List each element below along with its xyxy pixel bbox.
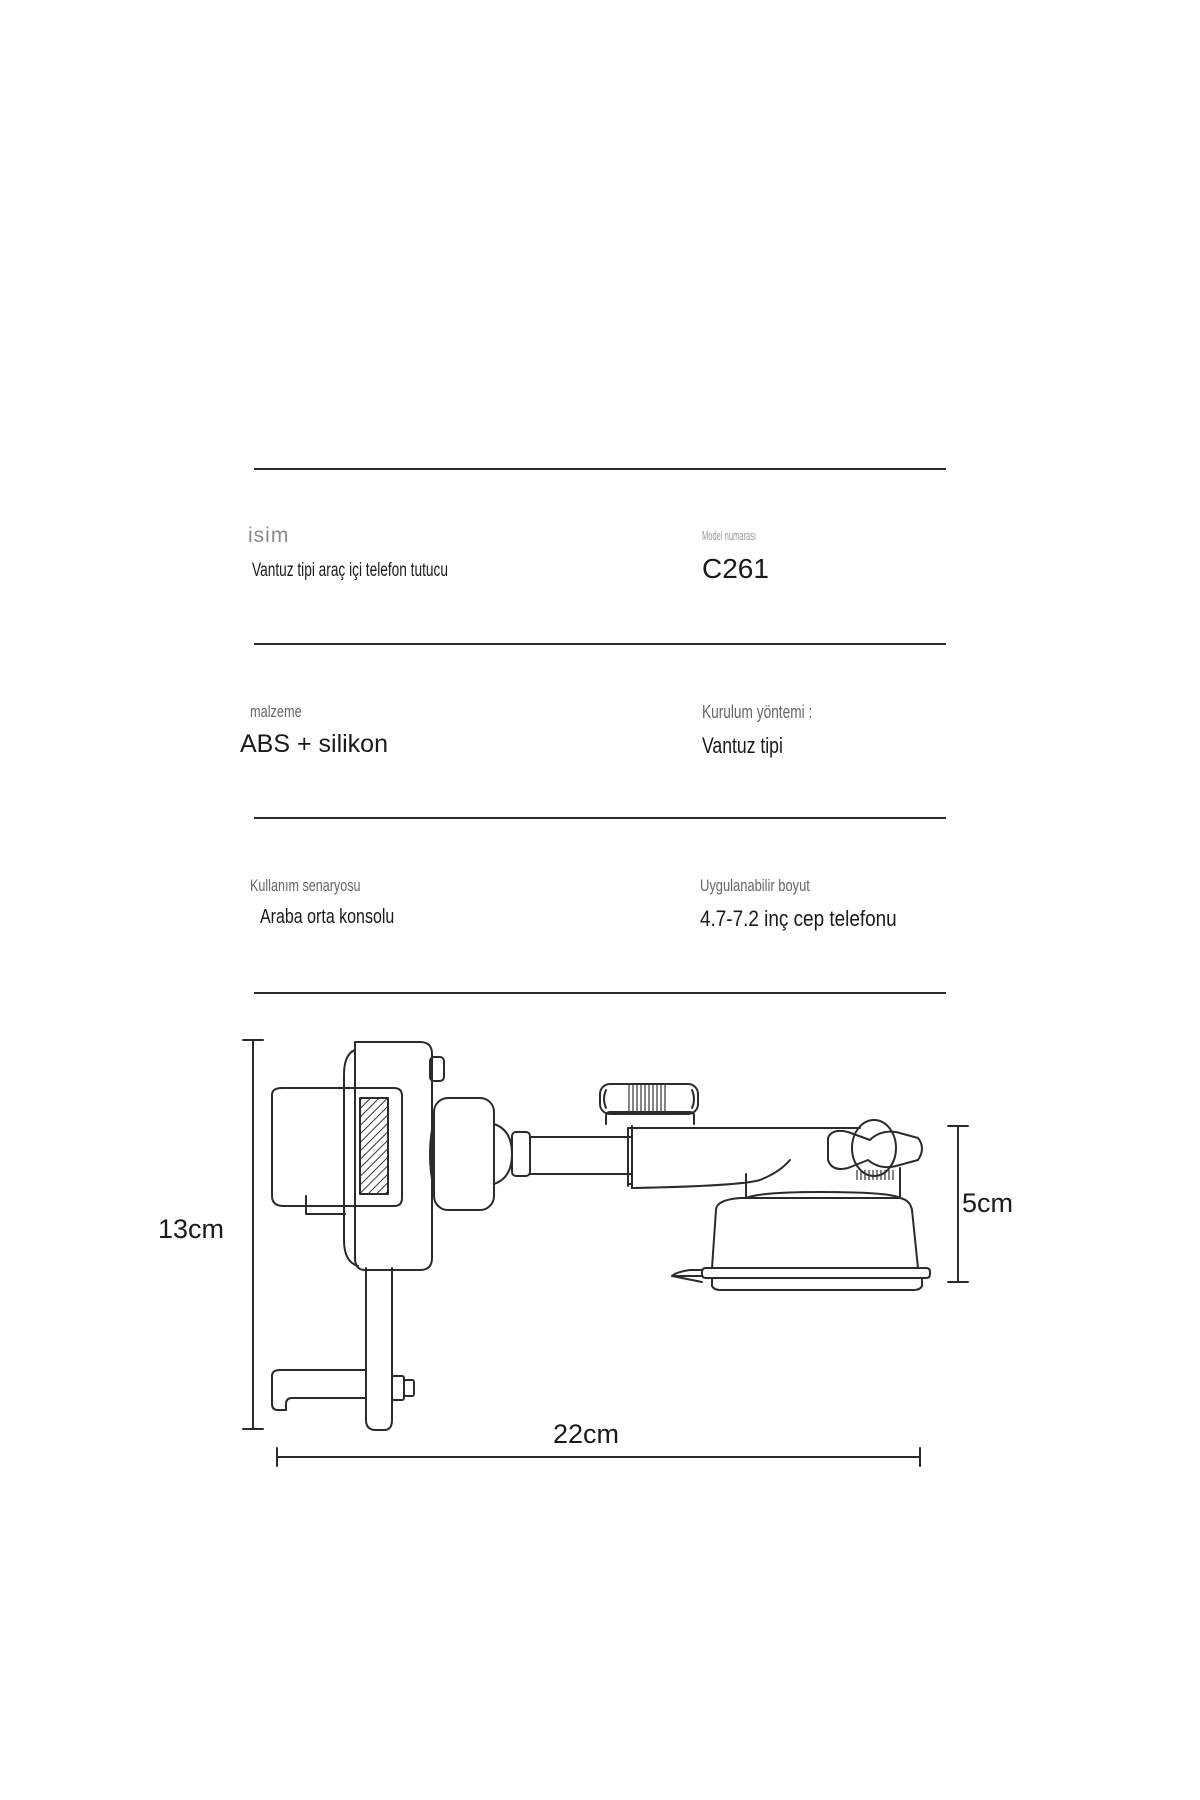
spec-install-label: Kurulum yöntemi : — [702, 702, 813, 722]
spec-material-label: malzeme — [250, 702, 302, 721]
suction-base — [672, 1120, 930, 1290]
base-height-label: 5cm — [962, 1188, 1014, 1218]
spec-usage-value: Araba orta konsolu — [260, 906, 395, 928]
spec-size-value: 4.7-7.2 inç cep telefonu — [700, 906, 897, 931]
spec-name-label: isim — [248, 524, 290, 547]
spec-name-value: Vantuz tipi araç içi telefon tutucu — [252, 560, 448, 581]
width-label: 22cm — [553, 1419, 620, 1449]
spec-install-value: Vantuz tipi — [702, 733, 783, 758]
spec-material-value: ABS + silikon — [240, 730, 388, 758]
spec-usage-label: Kullanım senaryosu — [250, 876, 361, 895]
width-dimension-line — [277, 1448, 920, 1466]
phone-holder-head — [272, 1042, 530, 1270]
height-label: 13cm — [158, 1214, 225, 1244]
telescopic-arm — [530, 1084, 860, 1188]
spec-model-label: Model numarası — [702, 528, 757, 543]
lower-support-arm — [272, 1268, 414, 1430]
spec-model-value: C261 — [702, 553, 769, 584]
spec-size-label: Uygulanabilir boyut — [700, 876, 810, 895]
height-dimension-line — [243, 1040, 263, 1429]
